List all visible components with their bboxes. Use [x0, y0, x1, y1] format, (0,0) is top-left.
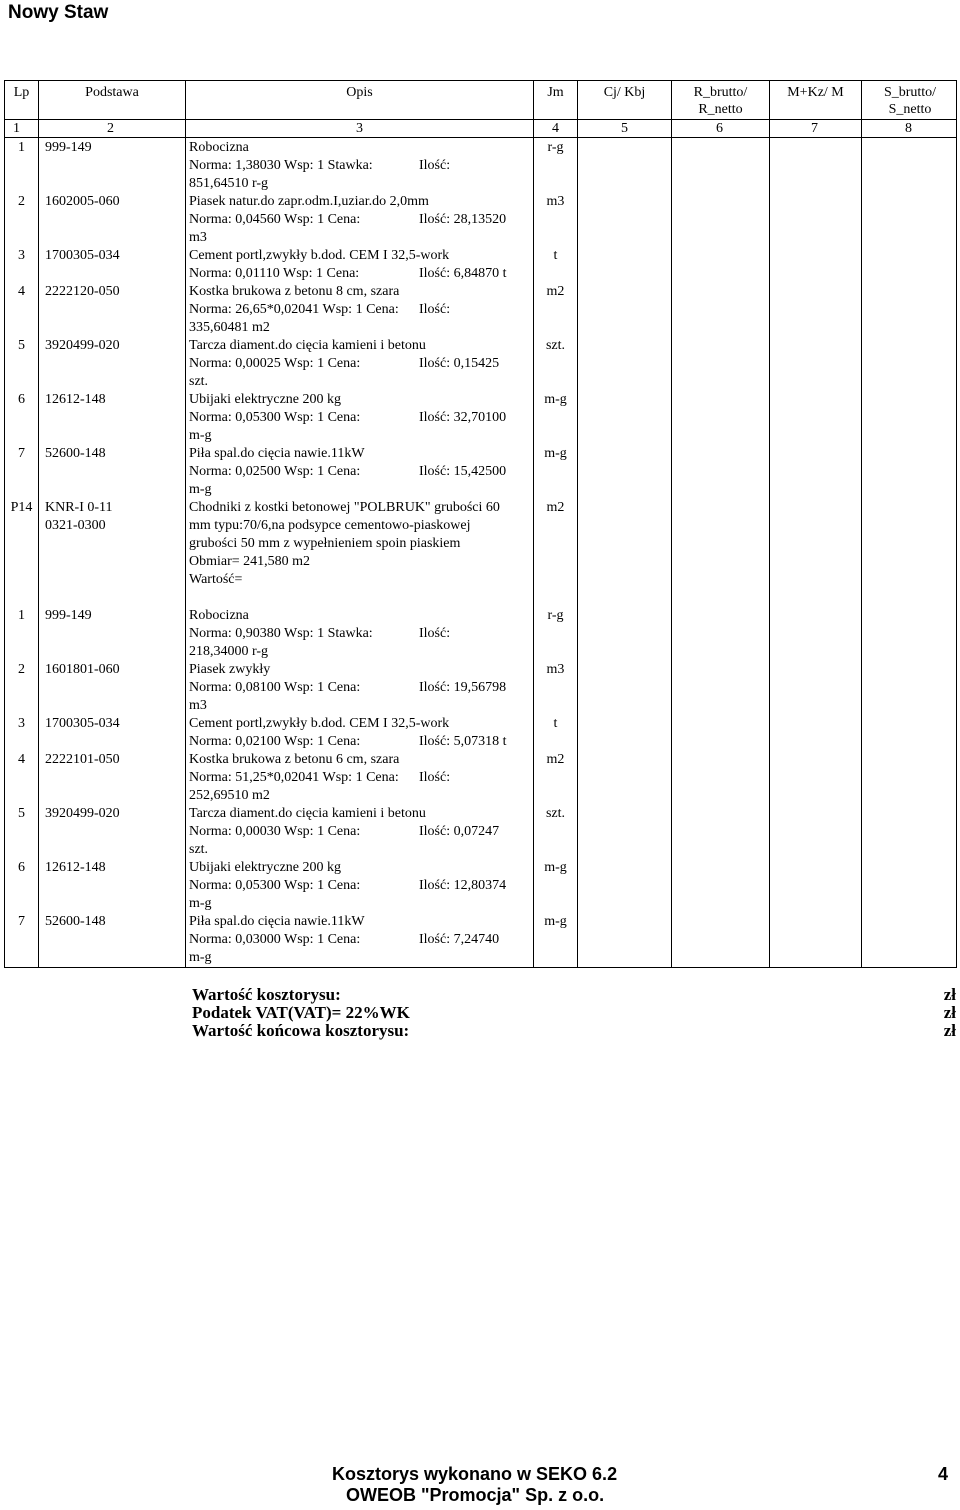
row-code: 999-149 [45, 140, 92, 155]
total-currency: zł [943, 1021, 956, 1040]
row-description-line: Cement portl,zwykły b.dod. CEM I 32,5-work [189, 716, 450, 731]
row-description-line: Norma: 0,00025 Wsp: 1 Cena: [189, 356, 361, 371]
row-unit: m-g [544, 860, 567, 875]
row-code: 3920499-020 [45, 338, 120, 353]
row-unit: m2 [546, 500, 565, 515]
row-code: 1601801-060 [45, 662, 120, 677]
row-description-line: Ubijaki elektryczne 200 kg [189, 392, 342, 407]
row-code: 2222120-050 [45, 284, 120, 299]
row-lp: 3 [18, 716, 25, 731]
row-description-line: Norma: 0,00030 Wsp: 1 Cena: [189, 824, 361, 839]
row-quantity: Ilość: [419, 626, 451, 641]
row-description-line: Norma: 0,08100 Wsp: 1 Cena: [189, 680, 361, 695]
row-unit: t [553, 248, 558, 263]
page-number: 4 [938, 1464, 949, 1484]
row-description-line: Norma: 0,90380 Wsp: 1 Stawka: [189, 626, 373, 641]
total-row [192, 986, 958, 1004]
header-podstawa: Podstawa [85, 85, 139, 100]
row-quantity: Ilość: 32,70100 [419, 410, 507, 425]
header-opis: Opis [346, 85, 373, 100]
column-number: 1 [13, 121, 20, 136]
row-code: 52600-148 [45, 914, 106, 929]
header-cj: Cj/ Kbj [603, 85, 646, 100]
page-title: Nowy Staw [8, 2, 109, 23]
footer-software: Kosztorys wykonano w SEKO 6.2 [332, 1464, 618, 1484]
total-currency: zł [943, 985, 956, 1004]
row-lp: 6 [18, 860, 25, 875]
row-code: 1700305-034 [45, 716, 120, 731]
column-divider [533, 81, 534, 967]
row-lp: 2 [18, 662, 25, 677]
row-quantity: Ilość: 12,80374 [419, 878, 507, 893]
row-code: 12612-148 [45, 860, 106, 875]
row-description-line: m-g [189, 950, 212, 965]
row-description-line: Cement portl,zwykły b.dod. CEM I 32,5-work [189, 248, 450, 263]
row-code: 2222101-050 [45, 752, 120, 767]
row-code: 12612-148 [45, 392, 106, 407]
total-currency: zł [943, 1003, 956, 1022]
row-lp: 1 [18, 140, 25, 155]
header-mkz: M+Kz/ M [787, 85, 844, 100]
column-number: 8 [905, 121, 912, 136]
row-description-line: Norma: 51,25*0,02041 Wsp: 1 Cena: [189, 770, 399, 785]
row-code: 3920499-020 [45, 806, 120, 821]
column-number: 6 [716, 121, 723, 136]
column-number: 5 [621, 121, 628, 136]
row-code: 1700305-034 [45, 248, 120, 263]
total-label: Wartość kosztorysu: [192, 985, 341, 1004]
column-divider [861, 81, 862, 967]
row-description-line: Piła spal.do cięcia nawie.11kW [189, 446, 365, 461]
row-description-line: Norma: 26,65*0,02041 Wsp: 1 Cena: [189, 302, 399, 317]
row-quantity: Ilość: 5,07318 t [419, 734, 507, 749]
footer-publisher: OWEOB "Promocja" Sp. z o.o. [346, 1485, 605, 1505]
row-description-line: Norma: 0,02100 Wsp: 1 Cena: [189, 734, 361, 749]
row-unit: szt. [545, 806, 566, 821]
row-lp: 4 [18, 284, 25, 299]
column-number: 4 [552, 121, 559, 136]
row-lp: 4 [18, 752, 25, 767]
column-number: 3 [356, 121, 363, 136]
row-unit: m-g [544, 914, 567, 929]
row-quantity: Ilość: [419, 158, 451, 173]
row-description-line: szt. [189, 842, 209, 857]
row-description-line: 218,34000 r-g [189, 644, 269, 659]
total-label: Podatek VAT(VAT)= 22%WK [192, 1003, 410, 1022]
header-r-brutto: R_brutto/ [693, 85, 748, 100]
row-quantity: Ilość: [419, 302, 451, 317]
row-description-line: grubości 50 mm z wypełnieniem spoin piaskiem [189, 536, 461, 551]
row-description-line: Ubijaki elektryczne 200 kg [189, 860, 342, 875]
row-description-line: Norma: 0,03000 Wsp: 1 Cena: [189, 932, 361, 947]
row-description-line: Norma: 0,04560 Wsp: 1 Cena: [189, 212, 361, 227]
row-lp: 1 [18, 608, 25, 623]
column-divider [185, 81, 186, 967]
header-r-netto: R_netto [698, 102, 743, 117]
row-description-line: Tarcza diament.do cięcia kamieni i betonu [189, 338, 426, 353]
row-description-line: 851,64510 r-g [189, 176, 269, 191]
row-lp: 5 [18, 338, 25, 353]
header-s-netto: S_netto [888, 102, 932, 117]
row-quantity: Ilość: 28,13520 [419, 212, 507, 227]
row-quantity: Ilość: 19,56798 [419, 680, 507, 695]
row-description-line: m3 [189, 230, 207, 245]
row-lp: 2 [18, 194, 25, 209]
row-lp: 3 [18, 248, 25, 263]
row-description-line: Obmiar= 241,580 m2 [189, 554, 311, 569]
row-description-line: Robocizna [189, 608, 249, 623]
row-unit: t [553, 716, 558, 731]
column-divider [38, 81, 39, 967]
row-description-line: Wartość= [189, 572, 243, 587]
row-description-line: Kostka brukowa z betonu 6 cm, szara [189, 752, 400, 767]
total-label: Wartość końcowa kosztorysu: [192, 1021, 410, 1040]
row-description-line: Piasek zwykły [189, 662, 271, 677]
row-unit: r-g [547, 608, 564, 623]
row-description-line: m-g [189, 428, 212, 443]
row-unit: r-g [547, 140, 564, 155]
row-description-line: m3 [189, 698, 207, 713]
total-row [192, 1022, 958, 1040]
row-description-line: 252,69510 m2 [189, 788, 270, 803]
row-quantity: Ilość: 15,42500 [419, 464, 507, 479]
row-unit: m2 [546, 284, 565, 299]
row-description-line: Norma: 0,01110 Wsp: 1 Cena: [189, 266, 360, 281]
row-unit: m3 [546, 194, 565, 209]
row-code: KNR-I 0-11 [45, 500, 113, 515]
row-description-line: Norma: 0,02500 Wsp: 1 Cena: [189, 464, 361, 479]
row-lp: 5 [18, 806, 25, 821]
row-description-line: mm typu:70/6,na podsypce cementowo-piaskowej [189, 518, 471, 533]
row-lp: P14 [10, 500, 33, 515]
row-description-line: Robocizna [189, 140, 249, 155]
row-description-line: Chodniki z kostki betonowej "POLBRUK" grubości 60 [189, 500, 500, 515]
row-quantity: Ilość: 0,15425 [419, 356, 500, 371]
column-number: 7 [811, 121, 818, 136]
row-description-line: szt. [189, 374, 209, 389]
row-description-line: Norma: 1,38030 Wsp: 1 Stawka: [189, 158, 373, 173]
column-number: 2 [107, 121, 114, 136]
header-jm: Jm [547, 85, 564, 100]
row-unit: m-g [544, 392, 567, 407]
column-divider [769, 81, 770, 967]
header-lp: Lp [13, 85, 30, 100]
row-description-line: Tarcza diament.do cięcia kamieni i betonu [189, 806, 426, 821]
row-code-secondary: 0321-0300 [45, 518, 106, 533]
column-divider [671, 81, 672, 967]
row-unit: szt. [545, 338, 566, 353]
row-code: 1602005-060 [45, 194, 120, 209]
row-unit: m2 [546, 752, 565, 767]
totals-section [192, 986, 958, 1040]
header-s-brutto: S_brutto/ [883, 85, 937, 100]
row-quantity: Ilość: [419, 770, 451, 785]
row-quantity: Ilość: 7,24740 [419, 932, 500, 947]
row-code: 999-149 [45, 608, 92, 623]
cost-estimate-table [4, 80, 957, 968]
row-description-line: Piasek natur.do zapr.odm.I,uziar.do 2,0mm [189, 194, 429, 209]
row-lp: 7 [18, 446, 25, 461]
row-description-line: Kostka brukowa z betonu 8 cm, szara [189, 284, 400, 299]
row-description-line: Norma: 0,05300 Wsp: 1 Cena: [189, 878, 361, 893]
total-row [192, 1004, 958, 1022]
row-lp: 6 [18, 392, 25, 407]
row-description-line: m-g [189, 896, 212, 911]
row-description-line: Norma: 0,05300 Wsp: 1 Cena: [189, 410, 361, 425]
row-code: 52600-148 [45, 446, 106, 461]
row-lp: 7 [18, 914, 25, 929]
row-description-line: 335,60481 m2 [189, 320, 270, 335]
row-quantity: Ilość: 0,07247 [419, 824, 500, 839]
row-quantity: Ilość: 6,84870 t [419, 266, 507, 281]
row-description-line: m-g [189, 482, 212, 497]
row-unit: m-g [544, 446, 567, 461]
row-unit: m3 [546, 662, 565, 677]
row-description-line: Piła spal.do cięcia nawie.11kW [189, 914, 365, 929]
column-divider [577, 81, 578, 967]
